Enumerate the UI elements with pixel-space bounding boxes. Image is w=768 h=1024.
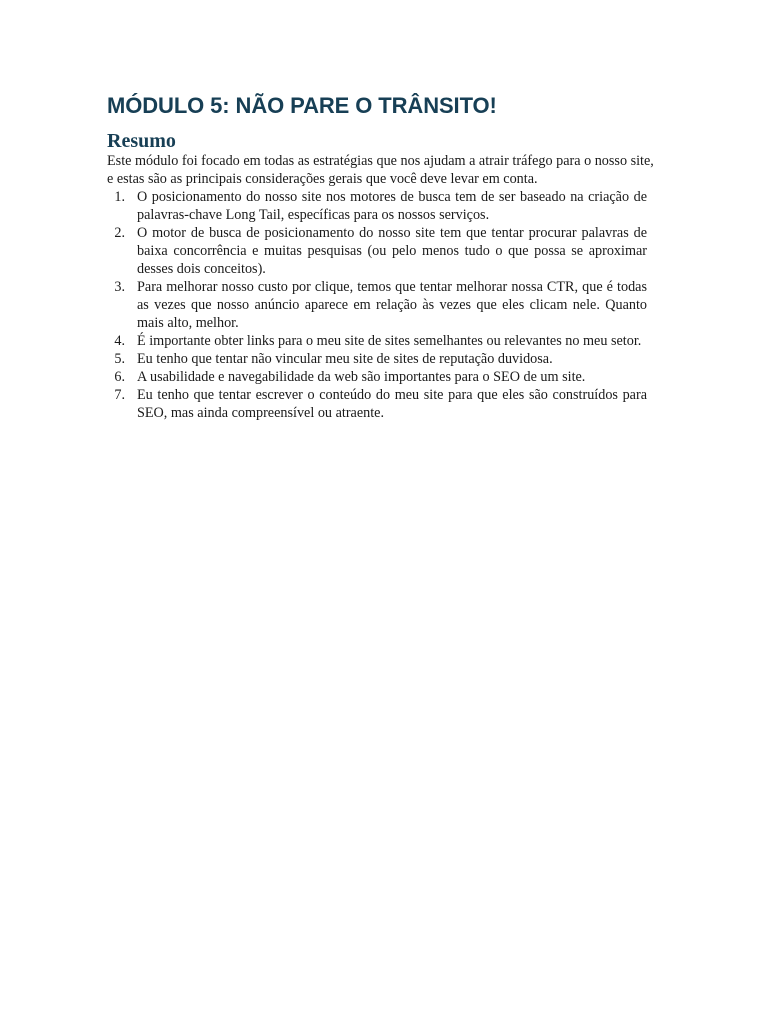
list-item-text: Eu tenho que tentar escrever o conteúdo do meu site para que eles são construídos para SEO, mas ainda compreensível ou atraente.	[137, 387, 647, 421]
list-item-number: 3.	[114, 279, 125, 295]
document-page	[107, 92, 660, 422]
list-item	[107, 368, 647, 386]
list-item-number: 5.	[114, 351, 125, 367]
list-item	[107, 224, 647, 278]
list-item-number: 2.	[114, 225, 125, 241]
list-item-text: Para melhorar nosso custo por clique, temos que tentar melhorar nossa CTR, que é todas as vezes que nosso anúncio aparece em relação às vezes que eles clicam nele. Quanto mais alto, melhor.	[137, 279, 647, 331]
list-item-text: Eu tenho que tentar não vincular meu site de sites de reputação duvidosa.	[137, 351, 553, 367]
list-item-text: O motor de busca de posicionamento do nosso site tem que tentar procurar palavras de baixa concorrência e muitas pesquisas (ou pelo menos tudo o que possa se aproximar desses dois conceitos).	[137, 225, 647, 277]
list-item-number: 1.	[114, 189, 125, 205]
summary-list	[107, 188, 647, 422]
section-heading-resumo: Resumo	[107, 130, 176, 152]
list-item-text: O posicionamento do nosso site nos motores de busca tem de ser baseado na criação de palavras-chave Long Tail, específicas para os nossos serviços.	[137, 189, 647, 223]
list-item	[107, 350, 647, 368]
module-title: MÓDULO 5: NÃO PARE O TRÂNSITO!	[107, 93, 497, 118]
list-item-text: A usabilidade e navegabilidade da web são importantes para o SEO de um site.	[137, 369, 586, 385]
list-item-text: É importante obter links para o meu site de sites semelhantes ou relevantes no meu setor.	[137, 333, 642, 349]
list-item-number: 7.	[114, 387, 125, 403]
list-item-number: 4.	[114, 333, 125, 349]
list-item	[107, 278, 647, 332]
intro-paragraph: Este módulo foi focado em todas as estratégias que nos ajudam a atrair tráfego para o nosso site, e estas são as principais considerações gerais que você deve levar em conta.	[107, 153, 654, 187]
list-item	[107, 386, 647, 422]
list-item-number: 6.	[114, 369, 125, 385]
list-item	[107, 188, 647, 224]
list-item	[107, 332, 647, 350]
